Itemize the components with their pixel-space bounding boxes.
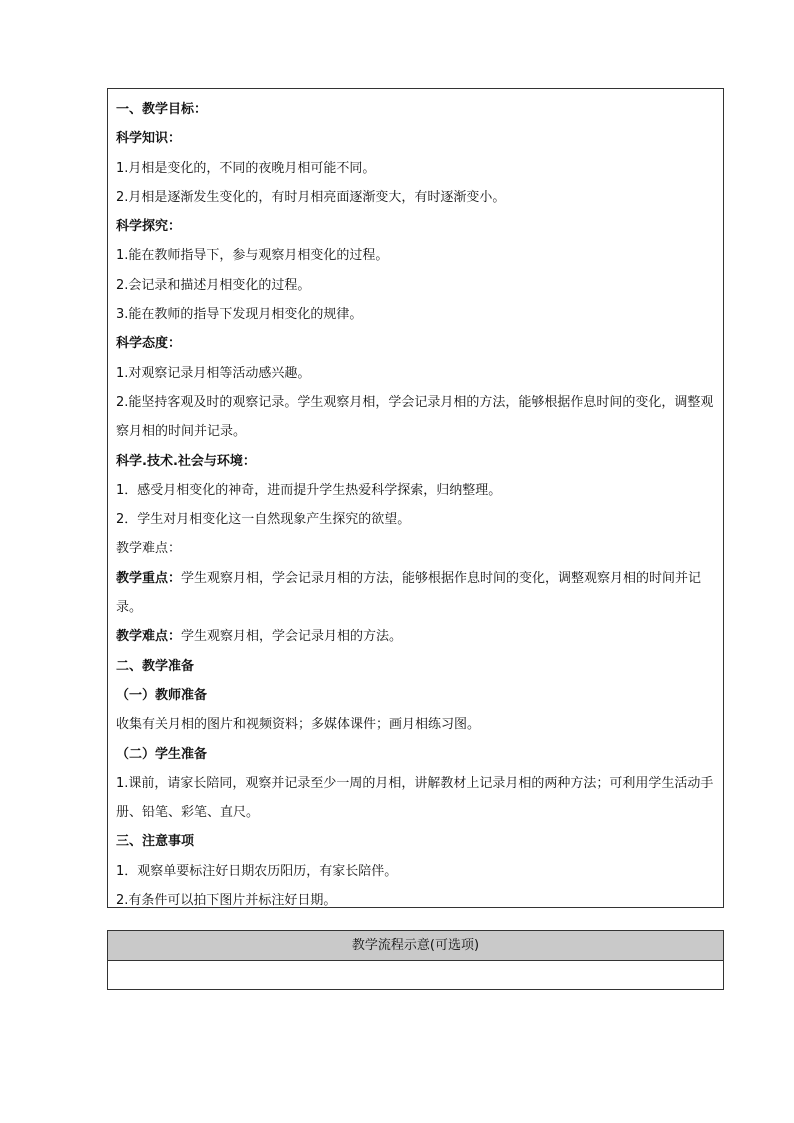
- attitude-item: 2.能坚持客观及时的观察记录。学生观察月相，学会记录月相的方法，能够根据作息时间的变化，调整观察月相的时间并记录。: [116, 394, 714, 440]
- key-point-text: 学生观察月相，学会记录月相的方法，能够根据作息时间的变化，调整观察月相的时间并记录。: [116, 570, 702, 616]
- teaching-flow-header: 教学流程示意(可选项): [108, 931, 723, 961]
- subsection-title-teacher-prep: （一）教师准备: [116, 687, 208, 703]
- section-title-notes: 三、注意事项: [116, 834, 195, 850]
- difficulty-paragraph: [116, 622, 715, 651]
- section-title-objectives: 一、教学目标：: [116, 102, 208, 117]
- difficulty-heading: 教学难点：: [116, 541, 182, 557]
- teacher-prep-text: 收集有关月相的图片和视频资料；多媒体课件；画月相练习图。: [116, 717, 481, 733]
- difficulty-text: 学生观察月相，学会记录月相的方法。: [181, 629, 403, 645]
- subsection-title-attitude: 科学态度：: [116, 336, 182, 352]
- sts-item: 2．学生对月相变化这一自然现象产生探究的欲望。: [116, 512, 411, 528]
- subsection-title-sts: 科学.技术.社会与环境：: [116, 453, 256, 469]
- subsection-title-inquiry: 科学探究：: [116, 219, 182, 235]
- inquiry-item: 1.能在教师指导下，参与观察月相变化的过程。: [116, 248, 389, 264]
- notes-item: 1．观察单要标注好日期农历阳历，有家长陪伴。: [116, 863, 398, 879]
- knowledge-item: 1.月相是变化的，不同的夜晚月相可能不同。: [116, 160, 376, 176]
- knowledge-item: 2.月相是逐渐发生变化的，有时月相亮面逐渐变大，有时逐渐变小。: [116, 189, 506, 205]
- student-prep-text: 1.课前，请家长陪同，观察并记录至少一周的月相，讲解教材上记录月相的两种方法；可利用学生活动手册、铅笔、彩笔、直尺。: [116, 775, 714, 821]
- section-title-preparation: 二、教学准备: [116, 658, 195, 674]
- teaching-flow-body: [108, 961, 723, 989]
- attitude-item: 1.对观察记录月相等活动感兴趣。: [116, 365, 311, 381]
- subsection-title-knowledge: 科学知识：: [116, 131, 182, 147]
- subsection-title-student-prep: （二）学生准备: [116, 746, 208, 762]
- notes-item: 2.有条件可以拍下图片并标注好日期。: [116, 893, 337, 909]
- inquiry-item: 2.会记录和描述月相变化的过程。: [116, 277, 311, 293]
- key-point-label: 教学重点：: [116, 570, 182, 586]
- key-point-paragraph: [116, 564, 715, 623]
- lesson-plan-cell: [107, 88, 724, 908]
- inquiry-item: 3.能在教师的指导下发现月相变化的规律。: [116, 307, 363, 323]
- difficulty-label: 教学难点：: [116, 629, 182, 645]
- teaching-flow-table: [107, 930, 724, 990]
- sts-item: 1．感受月相变化的神奇，进而提升学生热爱科学探索，归纳整理。: [116, 482, 502, 498]
